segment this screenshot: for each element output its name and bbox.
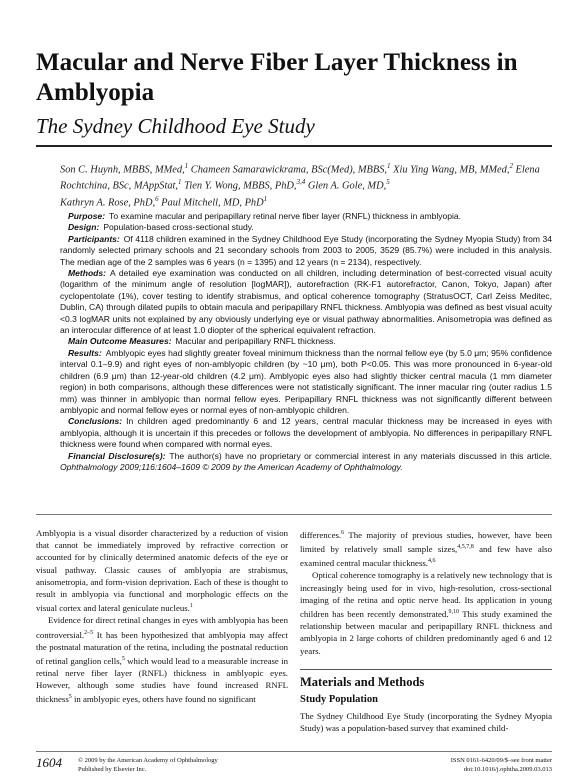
body-paragraph xyxy=(300,527,552,569)
abstract xyxy=(60,211,552,473)
section-heading: Materials and Methods xyxy=(300,669,552,688)
footer-copyright xyxy=(78,756,218,774)
author-affiliation: 5 xyxy=(386,178,390,187)
author-affiliation: 3,4 xyxy=(296,178,306,187)
abstract-label: Financial Disclosure(s): xyxy=(68,450,166,461)
body-paragraph xyxy=(36,614,288,705)
abstract-design xyxy=(60,222,552,233)
title-rule xyxy=(36,145,552,147)
abstract-purpose xyxy=(60,211,552,222)
author-affiliation: 6 xyxy=(155,194,159,203)
copyright-line: © 2009 by the American Academy of Ophthalmology xyxy=(78,757,218,764)
abstract-label: Participants: xyxy=(68,233,120,244)
author: Xiu Ying Wang, MB, MMed, xyxy=(393,164,510,176)
body-text: differences. xyxy=(300,529,342,540)
body-text: Optical coherence tomography is a relatively new technology that is increasingly being used for in vivo, high-resolution, cross-sectional imaging of the retina and optic nerve head. Its application in young children has been recently demonstrated. xyxy=(300,570,552,619)
doi-line: doi:10.1016/j.ophtha.2009.03.013 xyxy=(463,766,552,773)
author: Tien Y. Wong, MBBS, PhD, xyxy=(184,180,297,192)
author: Elena Rochtchina, BSc, MAppStat, xyxy=(60,164,540,192)
abstract-outcome xyxy=(60,336,552,347)
body-text: Amblyopia is a visual disorder characterized by a reduction of vision that cannot be immediately improved by refractive correction or accounted for by clinically determined anatomic defects of the eye or visual pathway. Classic causes of amblyopia are strabismus, anisometropia, and form-vision deprivation. Each of these is thought to result in amblyopia via functional and morphologic effects on the visual cortex and lateral geniculate nucleus. xyxy=(36,528,288,614)
reference-marker: 4,6 xyxy=(428,558,436,565)
reference-marker: 4,5,7,8 xyxy=(457,544,474,551)
abstract-disclosure xyxy=(60,451,552,474)
abstract-text: Of 4118 children examined in the Sydney Childhood Eye Study (incorporating the Sydney Myopia Study) from 34 randomly selected primary schools and 21 secondary schools from 2003 to 2005, 3529 (85.7%) were included in this analysis. The median age of the 2 samples was 6 years (n = 1395) and 12 years (n = 2134), respectively. xyxy=(60,233,552,267)
body-text: This study examined the relationship between macular and peripapillary RNFL thickness and amblyopia in 2 large cohorts of children predominantly aged 6 and 12 years. xyxy=(300,608,552,656)
abstract-text: The author(s) have no proprietary or commercial interest in any materials discussed in this article. xyxy=(169,450,552,461)
body-paragraph xyxy=(300,710,552,734)
author: Paul Mitchell, MD, PhD xyxy=(161,197,264,209)
abstract-participants xyxy=(60,234,552,268)
abstract-results xyxy=(60,348,552,416)
body-paragraph xyxy=(36,527,288,614)
abstract-text: A detailed eye examination was conducted on all children, including determination of best-corrected visual acuity (logarithm of the minimum angle of resolution [logMAR]), autorefraction (RK-F1 autorefractor, Canon, Tokyo, Japan) after cyclopentolate (1%), cover testing to identify strabismus, and optical coherence tomography (StratusOCT, Carl Zeiss Meditec, Dublin, CA) through dilated pupils to obtain macula and peripapillary RNFL thickness. Amblyopia was defined as best visual acuity <0.3 logMAR units not explained by any obviously underlying eye or visual pathway abnormalities. Anisometropia was defined as an interocular difference of at least 1.0 diopter of the spherical equivalent refraction. xyxy=(60,268,552,336)
author-affiliation: 1 xyxy=(263,194,268,203)
author: Son C. Huynh, MBBS, MMed, xyxy=(60,164,185,176)
article-subtitle: The Sydney Childhood Eye Study xyxy=(36,114,315,138)
reference-marker: 5 xyxy=(68,694,72,701)
abstract-label: Purpose: xyxy=(68,211,106,221)
author: Glen A. Gole, MD, xyxy=(307,180,387,192)
body-paragraph xyxy=(300,569,552,656)
body-text: which would lead to a measurable increase in retinal nerve fiber layer (RNFL) thickness in amblyopic eyes. However, although some studies have found increased RNFL thickness xyxy=(36,655,288,705)
reference-marker: 2–5 xyxy=(84,629,94,636)
footer-rule xyxy=(36,751,552,752)
reference-marker: 5 xyxy=(121,655,125,662)
abstract-label: Results: xyxy=(68,347,102,358)
publisher-line: Published by Elsevier Inc. xyxy=(78,766,147,773)
reference-marker: 9,10 xyxy=(448,608,460,615)
body-text: It has been hypothesized that amblyopia may affect the postnatal maturation of the retina, including the postnatal reduction of retinal ganglion cells, xyxy=(36,629,288,666)
abstract-label: Methods: xyxy=(68,268,106,279)
subsection-heading: Study Population xyxy=(300,693,378,705)
abstract-label: Design: xyxy=(68,222,100,233)
author-affiliation: 2 xyxy=(509,162,513,170)
abstract-separator xyxy=(36,514,552,515)
issn-line: ISSN 0161-6420/09/$–see front matter xyxy=(450,757,552,764)
page-number: 1604 xyxy=(36,755,62,770)
body-text: in amblyopic eyes, others have found no significant xyxy=(71,694,256,705)
abstract-methods xyxy=(60,268,552,336)
body-text: and few have also examined central macular thickness. xyxy=(300,544,552,569)
author: Chameen Samarawickrama, BSc(Med), MBBS, xyxy=(190,164,388,176)
abstract-label: Conclusions: xyxy=(68,416,123,427)
body-text: Evidence for direct retinal changes in eyes with amblyopia has been controversial. xyxy=(36,615,288,640)
body-text: The majority of previous studies, however, have been limited by relatively small sample sizes, xyxy=(300,529,552,555)
footer-identifiers xyxy=(420,756,552,774)
abstract-citation: Ophthalmology 2009;116:1604–1609 © 2009 by the American Academy of Ophthalmology. xyxy=(60,461,403,472)
abstract-text: Amblyopic eyes had slightly greater foveal minimum thickness than the normal fellow eye (by 5.0 μm; 95% confidence interval 0.1–9.9) and right eyes of non-amblyopic children (by ~10 μm), both P<0.05. This was more pronounced in 6-year-old children (6.9 μm) than 12-year-old children (4.2 μm). Amblyopic eyes also had slightly thicker central macula (1 mm diameter region) in both comparisons, although these differences were not statistically significant. The inner macular ring (outer radius 1.5 mm) was thinner in amblyopic than normal fellow eyes. Peripapillary RNFL thickness was not significantly different between amblyopic and normal fellow eyes or normal eyes of non-amblyopic children. xyxy=(60,347,552,415)
abstract-text: Macular and peripapillary RNFL thickness. xyxy=(175,336,336,347)
abstract-text: To examine macular and peripapillary retinal nerve fiber layer (RNFL) thickness in amblyopia. xyxy=(109,211,462,221)
reference-marker: 1 xyxy=(189,603,193,610)
body-column-right xyxy=(300,527,552,735)
author-affiliation: 1 xyxy=(184,162,189,170)
reference-marker: 6 xyxy=(341,530,345,536)
author-list xyxy=(60,160,550,209)
author: Kathryn A. Rose, PhD, xyxy=(60,197,156,209)
abstract-text: Population-based cross-sectional study. xyxy=(103,222,254,233)
abstract-label: Main Outcome Measures: xyxy=(68,336,172,347)
body-text: The Sydney Childhood Eye Study (incorporating the Sydney Myopia Study) was a population-based survey that examined child- xyxy=(300,711,552,734)
abstract-conclusions xyxy=(60,416,552,450)
author-affiliation: 1 xyxy=(178,178,182,187)
author-affiliation: 1 xyxy=(387,162,391,170)
article-title: Macular and Nerve Fiber Layer Thickness in Amblyopia xyxy=(36,49,518,106)
abstract-text: In children aged predominantly 6 and 12 years, central macular thickness may be increased in eyes with amblyopia, although it is uncertain if this precedes or follows the development of amblyopia. No differences in peripapillary RNFL thickness were found when compared with normal eyes. xyxy=(60,416,552,450)
body-column-left xyxy=(36,527,288,706)
